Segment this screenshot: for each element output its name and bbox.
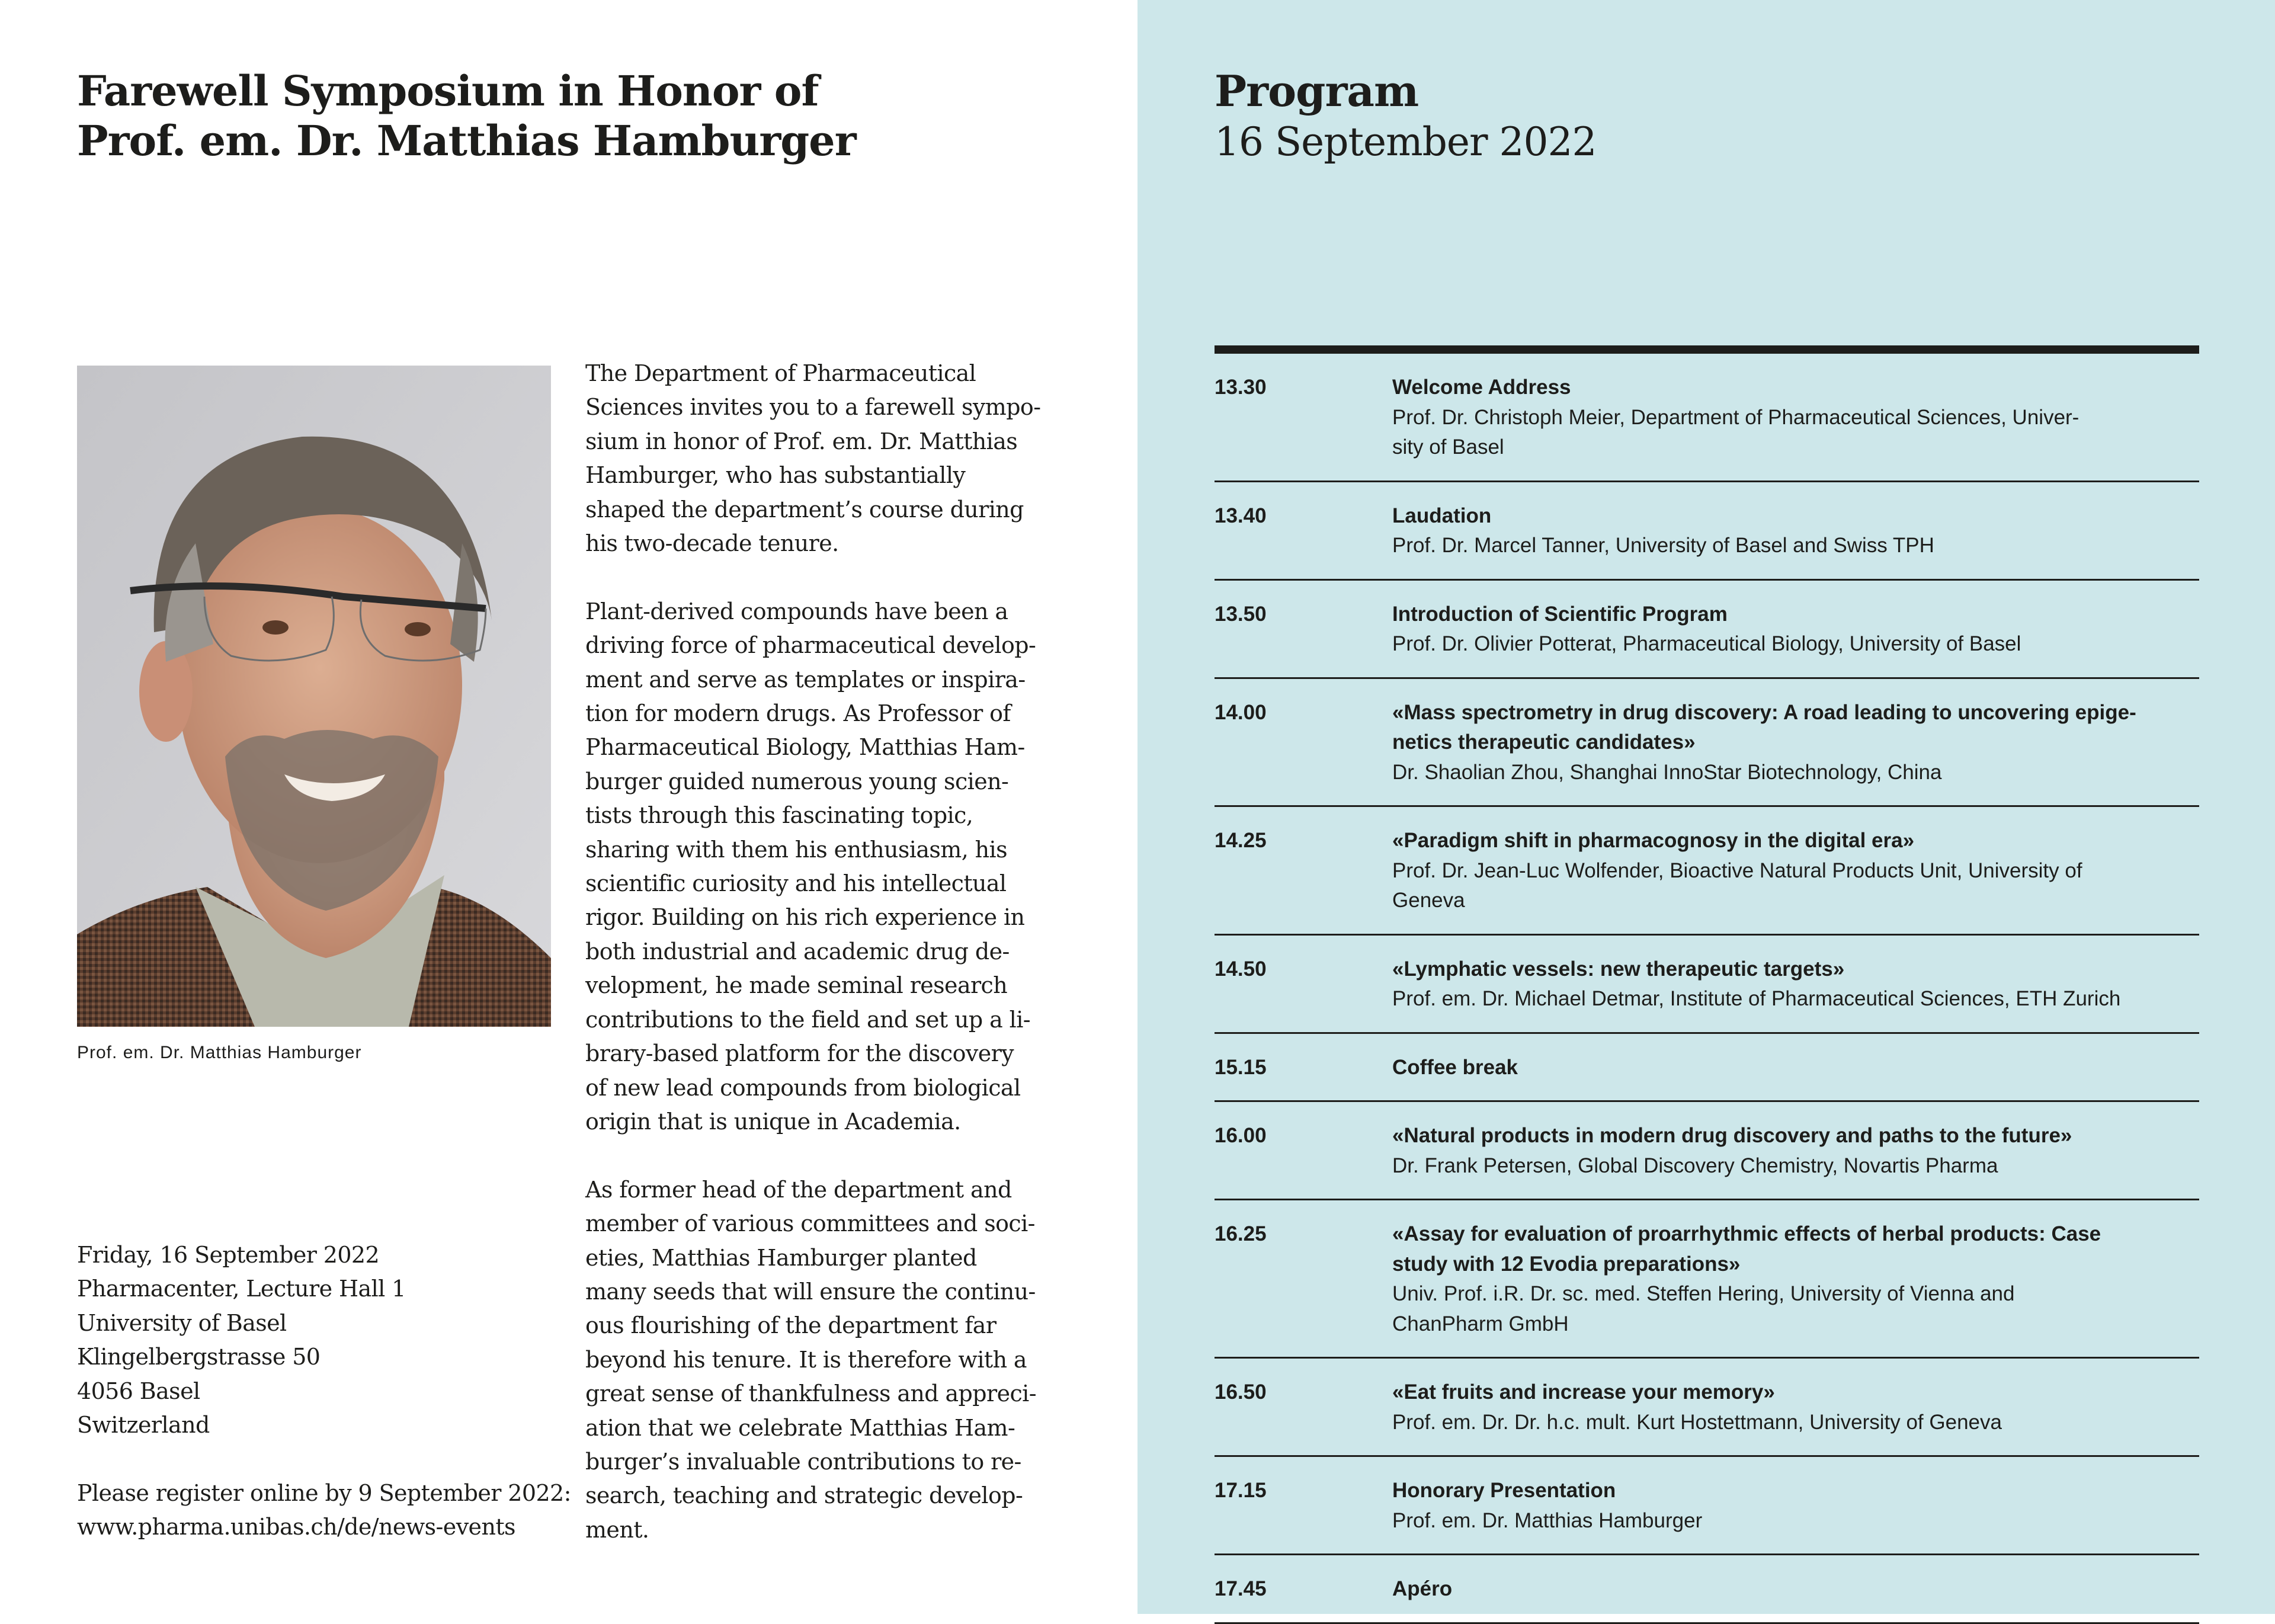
- schedule-time: 16.00: [1215, 1124, 1267, 1147]
- session-speaker-line: Dr. Shaolian Zhou, Shanghai InnoStar Biotechnology, China: [1392, 760, 1942, 784]
- text-line: shaped the department’s course during: [585, 496, 1024, 523]
- session-speaker-line: Prof. Dr. Olivier Potterat, Pharmaceutical Biology, University of Basel: [1392, 632, 2021, 655]
- schedule-row: [1215, 936, 2199, 1034]
- text-line: search, teaching and strategic develop-: [585, 1482, 1023, 1509]
- text-line: rigor. Building on his rich experience in: [585, 904, 1025, 931]
- schedule-time: 14.25: [1215, 829, 1267, 852]
- text-line: tists through this fascinating topic,: [585, 802, 973, 829]
- schedule-time: 13.40: [1215, 504, 1267, 527]
- text-line: velopment, he made seminal research: [585, 972, 1008, 999]
- portrait-illustration: [77, 366, 551, 1027]
- session-title-line: Introduction of Scientific Program: [1392, 602, 1728, 626]
- text-line: scientific curiosity and his intellectual: [585, 870, 1007, 897]
- program-title: Program: [1215, 66, 1419, 116]
- schedule-row: [1215, 1034, 2199, 1103]
- session-speaker-line: Prof. Dr. Jean-Luc Wolfender, Bioactive Natural Products Unit, University of: [1392, 859, 2082, 882]
- text-line: sium in honor of Prof. em. Dr. Matthias: [585, 428, 1018, 454]
- session-speaker: [1392, 1151, 2199, 1181]
- session-title: [1392, 1378, 2199, 1408]
- session-title: [1392, 1053, 2199, 1083]
- title-line: Farewell Symposium in Honor of: [77, 66, 819, 116]
- register-text: Please register online by 9 September 2022:: [77, 1480, 571, 1506]
- text-line: contributions to the field and set up a li-: [585, 1006, 1031, 1033]
- session-speaker-line: Prof. em. Dr. Michael Detmar, Institute of Pharmaceutical Sciences, ETH Zurich: [1392, 987, 2121, 1010]
- schedule-content: [1392, 1378, 2199, 1437]
- session-title-line: study with 12 Evodia preparations»: [1392, 1252, 1741, 1276]
- text-line: great sense of thankfulness and appreci-: [585, 1380, 1036, 1407]
- photo-caption: Prof. em. Dr. Matthias Hamburger: [77, 1043, 362, 1062]
- schedule-time: 15.15: [1215, 1055, 1267, 1079]
- schedule-row: [1215, 1102, 2199, 1200]
- session-title-line: Honorary Presentation: [1392, 1479, 1616, 1502]
- schedule-row: [1215, 807, 2199, 936]
- text-line: origin that is unique in Academia.: [585, 1108, 961, 1135]
- session-speaker: [1392, 403, 2199, 463]
- session-title-line: Coffee break: [1392, 1055, 1518, 1079]
- paragraph-research: [585, 595, 1071, 1139]
- session-title-line: Apéro: [1392, 1577, 1453, 1600]
- text-line: eties, Matthias Hamburger planted: [585, 1244, 977, 1271]
- text-line: driving force of pharmaceutical develop-: [585, 632, 1036, 659]
- invitation-text: [585, 357, 1071, 1581]
- event-institution: University of Basel: [77, 1309, 287, 1336]
- schedule-time: 16.50: [1215, 1380, 1267, 1404]
- session-speaker: [1392, 1279, 2199, 1339]
- schedule-content: [1392, 698, 2199, 788]
- session-speaker: [1392, 758, 2199, 788]
- left-page: [0, 0, 1138, 1614]
- session-title: [1392, 698, 2199, 758]
- text-line: both industrial and academic drug de-: [585, 938, 1010, 965]
- text-line: brary-based platform for the discovery: [585, 1040, 1014, 1067]
- text-line: burger’s invaluable contributions to re-: [585, 1448, 1021, 1475]
- schedule-row: [1215, 1359, 2199, 1457]
- session-title-line: «Natural products in modern drug discovery and paths to the future»: [1392, 1124, 2072, 1147]
- session-title-line: «Eat fruits and increase your memory»: [1392, 1380, 1775, 1404]
- session-speaker: [1392, 531, 2199, 561]
- session-speaker: [1392, 1408, 2199, 1438]
- text-line: beyond his tenure. It is therefore with a: [585, 1346, 1027, 1373]
- schedule-content: [1392, 954, 2199, 1014]
- schedule-content: [1392, 1476, 2199, 1536]
- schedule-row: [1215, 679, 2199, 808]
- session-speaker-line: Prof. Dr. Christoph Meier, Department of Pharmaceutical Sciences, Univer-: [1392, 405, 2079, 429]
- schedule-row: [1215, 1555, 2199, 1624]
- program-schedule: [1215, 345, 2199, 1624]
- session-title: [1392, 1219, 2199, 1279]
- session-title: [1392, 501, 2199, 531]
- text-line: ment.: [585, 1516, 649, 1543]
- session-speaker: [1392, 629, 2199, 659]
- session-title: [1392, 373, 2199, 403]
- session-title-line: «Mass spectrometry in drug discovery: A road leading to uncovering epige-: [1392, 700, 2136, 724]
- schedule-content: [1392, 1219, 2199, 1339]
- session-speaker-line: Prof. em. Dr. Matthias Hamburger: [1392, 1508, 1703, 1532]
- text-line: As former head of the department and: [585, 1176, 1012, 1203]
- register-link[interactable]: www.pharma.unibas.ch/de/news-events: [77, 1514, 515, 1540]
- schedule-content: [1392, 600, 2199, 659]
- schedule-time: 14.00: [1215, 700, 1267, 724]
- program-date: 16 September 2022: [1215, 119, 1597, 165]
- session-title: [1392, 600, 2199, 630]
- schedule-time: 13.50: [1215, 602, 1267, 626]
- schedule-row: [1215, 482, 2199, 581]
- session-speaker-line: ChanPharm GmbH: [1392, 1312, 1569, 1335]
- schedule-row: [1215, 1200, 2199, 1359]
- text-line: Sciences invites you to a farewell sympo-: [585, 394, 1041, 421]
- schedule-time: 16.25: [1215, 1222, 1267, 1245]
- schedule-time: 14.50: [1215, 957, 1267, 981]
- paragraph-intro: [585, 357, 1071, 560]
- session-speaker-line: Prof. em. Dr. Dr. h.c. mult. Kurt Hostettmann, University of Geneva: [1392, 1410, 2002, 1434]
- text-line: of new lead compounds from biological: [585, 1074, 1021, 1101]
- event-address: [77, 1238, 406, 1442]
- session-title: [1392, 954, 2199, 985]
- event-date: Friday, 16 September 2022: [77, 1242, 380, 1268]
- text-line: ous flourishing of the department far: [585, 1312, 996, 1339]
- session-title: [1392, 826, 2199, 856]
- schedule-content: [1392, 1121, 2199, 1181]
- schedule-row: [1215, 581, 2199, 679]
- schedule-content: [1392, 826, 2199, 916]
- text-line: member of various committees and soci-: [585, 1210, 1035, 1237]
- session-title: [1392, 1574, 2199, 1604]
- text-line: Hamburger, who has substantially: [585, 462, 966, 489]
- session-speaker: [1392, 856, 2199, 916]
- session-title-line: «Assay for evaluation of proarrhythmic effects of herbal products: Case: [1392, 1222, 2101, 1245]
- event-venue: Pharmacenter, Lecture Hall 1: [77, 1276, 406, 1302]
- session-title: [1392, 1121, 2199, 1151]
- text-line: his two-decade tenure.: [585, 530, 839, 557]
- text-line: tion for modern drugs. As Professor of: [585, 700, 1011, 727]
- text-line: sharing with them his enthusiasm, his: [585, 836, 1007, 863]
- text-line: The Department of Pharmaceutical: [585, 360, 976, 386]
- title-line: Prof. em. Dr. Matthias Hamburger: [77, 116, 856, 165]
- session-speaker: [1392, 1506, 2199, 1536]
- event-country: Switzerland: [77, 1412, 210, 1439]
- session-speaker: [1392, 984, 2199, 1014]
- session-speaker-line: sity of Basel: [1392, 435, 1504, 459]
- schedule-content: [1392, 501, 2199, 561]
- session-speaker-line: Geneva: [1392, 889, 1465, 912]
- text-line: ation that we celebrate Matthias Ham-: [585, 1414, 1015, 1441]
- text-line: many seeds that will ensure the continu-: [585, 1278, 1036, 1305]
- schedule-content: [1392, 1053, 2199, 1083]
- text-line: ment and serve as templates or inspira-: [585, 666, 1026, 693]
- portrait-photo: [77, 366, 551, 1027]
- session-title-line: Laudation: [1392, 504, 1492, 527]
- schedule-content: [1392, 373, 2199, 463]
- schedule-row: [1215, 1457, 2199, 1555]
- session-title-line: «Lymphatic vessels: new therapeutic targets»: [1392, 957, 1845, 981]
- session-speaker-line: Dr. Frank Petersen, Global Discovery Chemistry, Novartis Pharma: [1392, 1154, 1998, 1177]
- session-speaker-line: Prof. Dr. Marcel Tanner, University of Basel and Swiss TPH: [1392, 534, 1934, 557]
- schedule-row: [1215, 354, 2199, 482]
- session-title-line: Welcome Address: [1392, 376, 1571, 399]
- text-line: Pharmaceutical Biology, Matthias Ham-: [585, 734, 1025, 761]
- schedule-time: 17.45: [1215, 1577, 1267, 1600]
- text-line: burger guided numerous young scien-: [585, 768, 1009, 795]
- session-title-line: «Paradigm shift in pharmacognosy in the digital era»: [1392, 829, 1915, 852]
- event-city: 4056 Basel: [77, 1378, 200, 1404]
- text-line: Plant-derived compounds have been a: [585, 598, 1008, 624]
- symposium-title: [77, 66, 856, 166]
- session-speaker-line: Univ. Prof. i.R. Dr. sc. med. Steffen Hering, University of Vienna and: [1392, 1282, 2015, 1305]
- registration-info: [77, 1476, 571, 1545]
- schedule-content: [1392, 1574, 2199, 1604]
- schedule-time: 17.15: [1215, 1479, 1267, 1502]
- session-title-line: netics therapeutic candidates»: [1392, 731, 1696, 754]
- schedule-time: 13.30: [1215, 376, 1267, 399]
- event-street: Klingelbergstrasse 50: [77, 1344, 321, 1370]
- paragraph-legacy: [585, 1173, 1071, 1547]
- session-title: [1392, 1476, 2199, 1506]
